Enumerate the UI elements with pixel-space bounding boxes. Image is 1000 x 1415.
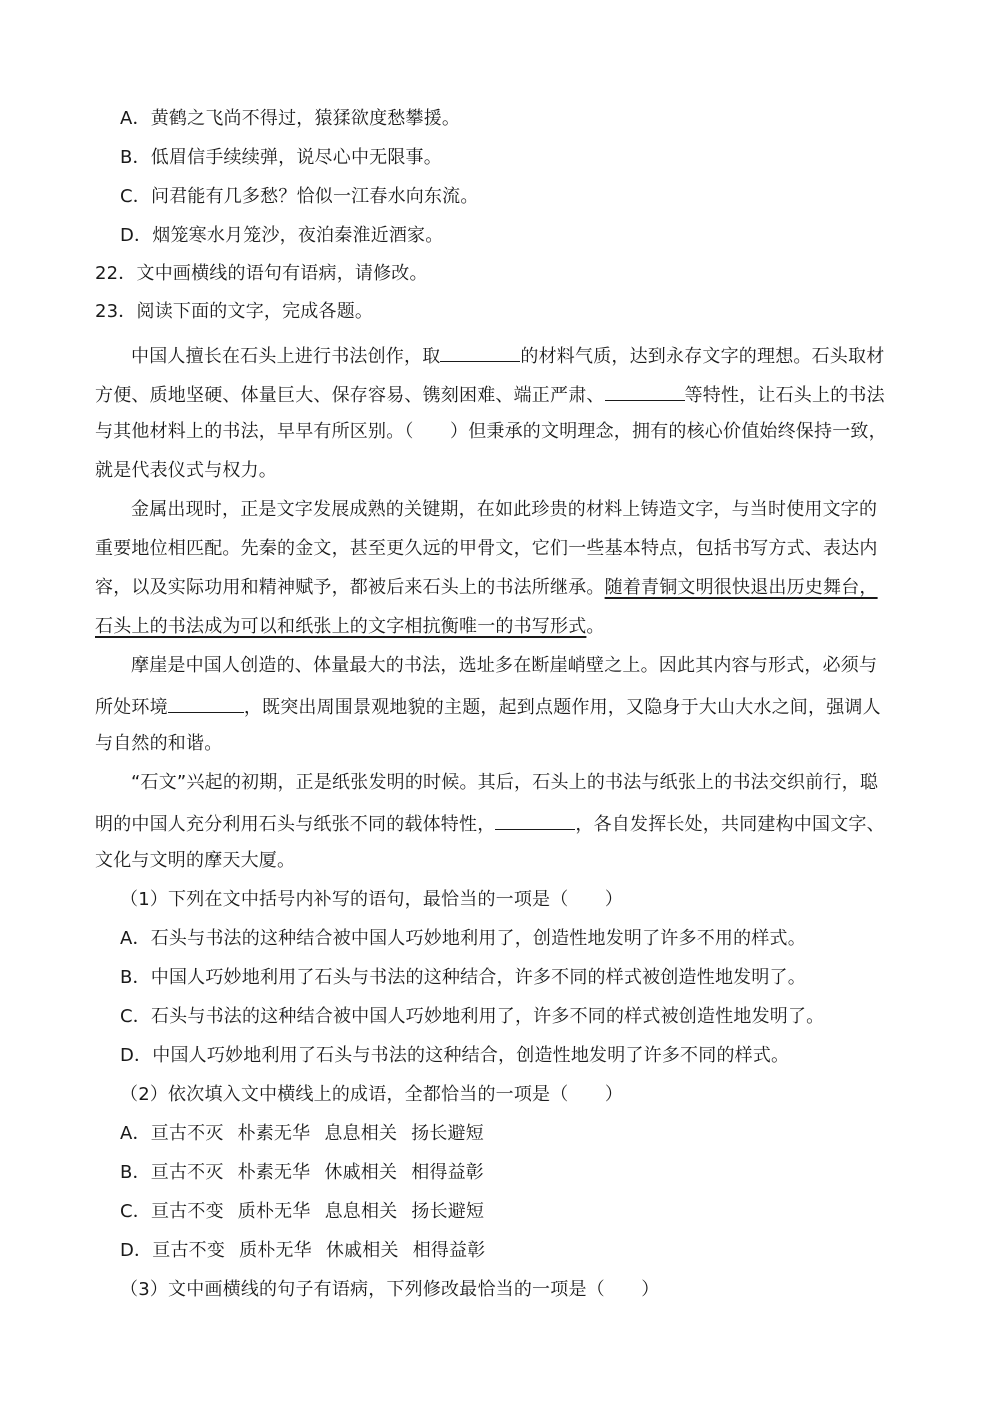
- idiom: 息息相关: [324, 1123, 398, 1144]
- idiom: 相得益彰: [412, 1240, 486, 1261]
- idiom: 质朴无华: [239, 1240, 312, 1261]
- sub1-option-d: D．中国人巧妙地利用了石头与书法的这种结合，创造性地发明了许多不同的样式。: [120, 1045, 790, 1066]
- fill-blank-2: [605, 380, 685, 401]
- sub-question-1: （1）下列在文中括号内补写的语句，最恰当的一项是（ ）: [120, 889, 624, 910]
- question-22: 22．文中画横线的语句有语病，请修改。: [95, 263, 428, 284]
- passage-text: 的材料气质，达到永存文字的理想。石头取材: [520, 346, 885, 367]
- sub1-option-a: A．石头与书法的这种结合被中国人巧妙地利用了，创造性地发明了许多不用的样式。: [120, 928, 806, 949]
- sub2-option-c: [120, 1199, 484, 1225]
- sub1-option-b: B．中国人巧妙地利用了石头与书法的这种结合，许多不同的样式被创造性地发明了。: [120, 967, 806, 988]
- passage-text: 等特性，让石头上的书法: [684, 385, 885, 406]
- q21-option-c: C．问君能有几多愁？恰似一江春水向东流。: [120, 186, 479, 207]
- passage-p2-line4: [95, 614, 605, 640]
- passage-text: 。: [586, 616, 605, 637]
- option-label: B．: [120, 1162, 151, 1183]
- passage-p3-line3: 与自然的和谐。: [95, 733, 223, 754]
- passage-text: ，各自发挥长处，共同建构中国文字、: [575, 814, 885, 835]
- idiom: 扬长避短: [411, 1201, 485, 1222]
- sub1-option-c: C．石头与书法的这种结合被中国人巧妙地利用了，许多不同的样式被创造性地发明了。: [120, 1006, 825, 1027]
- sub2-option-a: [120, 1121, 484, 1147]
- passage-p3-line1: 摩崖是中国人创造的、体量最大的书法，选址多在断崖峭壁之上。因此其内容与形式，必须与: [131, 655, 878, 676]
- sub-question-2: （2）依次填入文中横线上的成语，全都恰当的一项是（ ）: [120, 1084, 624, 1105]
- underlined-sentence: 石头上的书法成为可以和纸张上的文字相抗衡唯一的书写形式: [95, 616, 587, 637]
- idiom: 休戚相关: [324, 1162, 398, 1183]
- option-label: C．: [120, 1201, 151, 1222]
- sub2-option-d: [120, 1238, 486, 1264]
- passage-p4-line2: [95, 809, 885, 838]
- idiom: 息息相关: [324, 1201, 398, 1222]
- passage-p2-line3: [95, 575, 878, 601]
- passage-p2-line2: 重要地位相匹配。先秦的金文，甚至更久远的甲骨文，它们一些基本特点，包括书写方式、表达内: [95, 538, 878, 559]
- passage-text: ，既突出周围景观地貌的主题，起到点题作用，又隐身于大山大水之间，强调人: [243, 697, 881, 718]
- fill-blank-1: [440, 341, 520, 362]
- underlined-sentence: 随着青铜文明很快退出历史舞台，: [604, 577, 878, 598]
- passage-p4-line1: “石文”兴起的初期，正是纸张发明的时候。其后，石头上的书法与纸张上的书法交织前行，聪: [131, 772, 879, 793]
- passage-p3-line2: [95, 692, 881, 721]
- idiom: 朴素无华: [237, 1162, 311, 1183]
- passage-text: 容，以及实际功用和精神赋予，都被后来石头上的书法所继承。: [95, 577, 605, 598]
- idiom: 扬长避短: [411, 1123, 484, 1144]
- idiom: 质朴无华: [237, 1201, 311, 1222]
- idiom: 亘古不灭: [150, 1162, 224, 1183]
- passage-text: 明的中国人充分利用石头与纸张不同的载体特性，: [95, 814, 496, 835]
- passage-text: 方便、质地坚硬、体量巨大、保存容易、镌刻困难、端正严肃、: [95, 385, 605, 406]
- question-23: 23．阅读下面的文字，完成各题。: [95, 301, 374, 322]
- fill-blank-3: [168, 692, 244, 713]
- idiom: 朴素无华: [237, 1123, 311, 1144]
- q21-option-b: B．低眉信手续续弹，说尽心中无限事。: [120, 147, 442, 168]
- option-label: A．: [120, 1123, 151, 1144]
- idiom: 相得益彰: [411, 1162, 484, 1183]
- idiom: 亘古不变: [152, 1240, 226, 1261]
- passage-p1-line3: 与其他材料上的书法，早早有所区别。（ ）但秉承的文明理念，拥有的核心价值始终保持一致，: [95, 421, 887, 442]
- passage-p2-line1: 金属出现时，正是文字发展成熟的关键期，在如此珍贵的材料上铸造文字，与当时使用文字的: [131, 499, 878, 520]
- idiom: 亘古不变: [150, 1201, 224, 1222]
- q21-option-a: A．黄鹤之飞尚不得过，猿猱欲度愁攀援。: [120, 108, 461, 129]
- passage-text: 中国人擅长在石头上进行书法创作，取: [131, 346, 441, 367]
- passage-p1-line4: 就是代表仪式与权力。: [95, 460, 277, 481]
- passage-p1-line2: [95, 380, 885, 409]
- passage-p4-line3: 文化与文明的摩天大厦。: [95, 850, 296, 871]
- passage-p1-line1: [131, 341, 884, 370]
- idiom: 亘古不灭: [150, 1123, 224, 1144]
- fill-blank-4: [495, 809, 575, 830]
- sub2-option-b: [120, 1160, 484, 1186]
- sub-question-3: （3）文中画横线的句子有语病，下列修改最恰当的一项是（ ）: [120, 1279, 660, 1300]
- q21-option-d: D．烟笼寒水月笼沙，夜泊秦淮近酒家。: [120, 225, 444, 246]
- passage-text: 所处环境: [95, 697, 168, 718]
- idiom: 休戚相关: [325, 1240, 399, 1261]
- option-label: D．: [120, 1240, 153, 1261]
